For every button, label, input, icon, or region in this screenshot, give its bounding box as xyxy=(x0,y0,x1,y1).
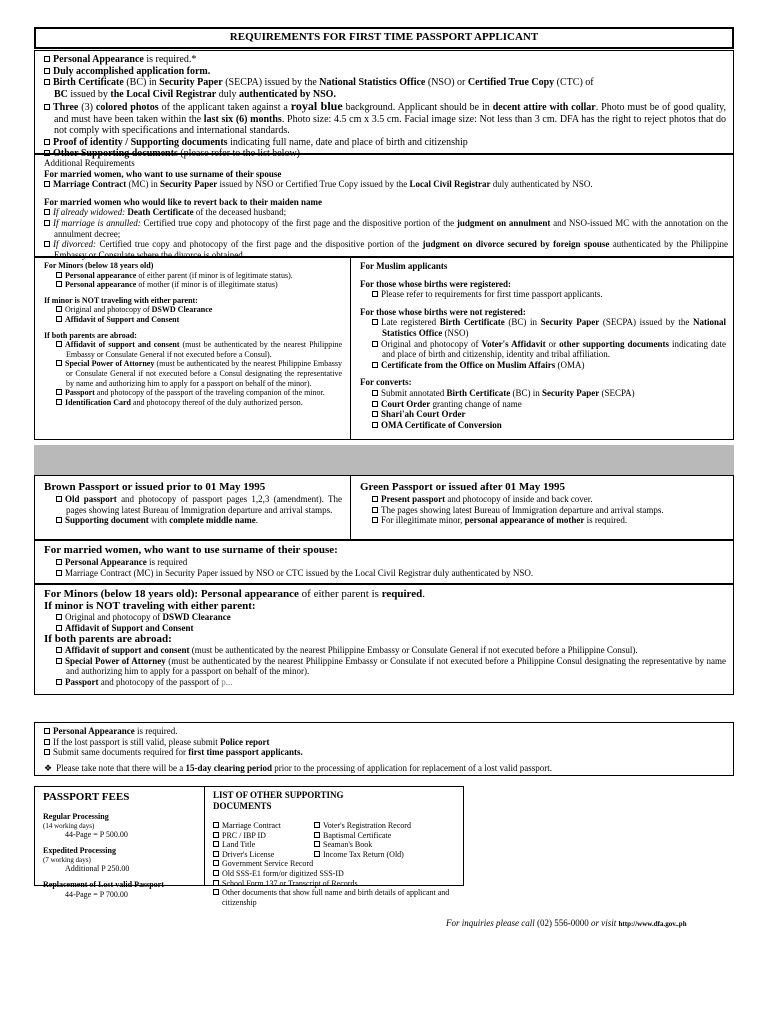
checkbox-icon xyxy=(44,56,50,62)
doc-item: PRC / IBP ID xyxy=(213,831,314,841)
muslim-list xyxy=(360,261,726,430)
list-item: Present passport and photocopy of inside and back cover. xyxy=(360,494,726,505)
checkbox-icon xyxy=(56,658,62,664)
doc-item: Land Title xyxy=(213,840,314,850)
checkbox-icon xyxy=(372,496,378,502)
checkbox-icon xyxy=(44,241,50,247)
checkbox-icon xyxy=(213,822,219,828)
fee-days: (7 working days) xyxy=(43,855,91,864)
doc-item: Voter's Registration Record xyxy=(314,821,411,831)
renewal-header-band xyxy=(34,445,734,475)
subheading: Green Passport or issued after 01 May 1995 xyxy=(360,481,566,493)
checkbox-icon xyxy=(213,851,219,857)
list-item: Affidavit of support and consent (must be authenticated by the nearest Philippine Embassy or Consulate General if not executed before a Philippine Consul). xyxy=(44,645,726,656)
column-divider xyxy=(204,786,205,886)
checkbox-icon xyxy=(44,220,50,226)
list-item: Passport and photocopy of the passport of the traveling companion of the minor. xyxy=(44,388,342,398)
checkbox-icon xyxy=(44,749,50,755)
list-item: Old passport and photocopy of passport pages 1,2,3 (amendment). The pages showing latest Bureau of Immigration departure and arrival stamps. xyxy=(44,494,342,515)
list-item: Personal appearance of either parent (if minor is of legitimate status). xyxy=(44,271,342,281)
list-item: Birth Certificate (BC) in Security Paper (SECPA) issued by the National Statistics Office (NSO) or Certified True Copy (CTC) of BC issued by the Local Civil Registrar duly authenticated by NSO. xyxy=(44,77,726,100)
checkbox-icon xyxy=(56,679,62,685)
list-item: Affidavit of Support and Consent xyxy=(44,623,726,634)
checkbox-icon xyxy=(372,291,378,297)
subheading: For converts: xyxy=(360,377,412,388)
list-item: Personal appearance of mother (if minor is of illegitimate status) xyxy=(44,280,342,290)
list-item: If already widowed: Death Certificate of the deceased husband; xyxy=(44,207,728,218)
subheading: For married women who would like to revert back to their maiden name xyxy=(44,196,322,207)
fee-label: Expedited Processing xyxy=(43,846,116,856)
list-item: Marriage Contract (MC) in Security Paper issued by NSO or CTC issued by the Local Civil Registrar duly authenticated by NSO. xyxy=(44,568,728,579)
fee-label: Replacement of Lost valid Passport xyxy=(43,880,164,890)
subheading: For Minors (below 18 years old) xyxy=(44,261,154,270)
list-item: Court Order granting change of name xyxy=(360,399,726,410)
checkbox-icon xyxy=(213,832,219,838)
checkbox-icon xyxy=(372,517,378,523)
checkbox-icon xyxy=(44,104,50,110)
list-item: Late registered Birth Certificate (BC) in Security Paper (SECPA) issued by the National Statistics Office (NSO) xyxy=(360,317,726,338)
checkbox-icon xyxy=(56,559,62,565)
checkbox-icon xyxy=(56,281,62,287)
checkbox-icon xyxy=(56,341,62,347)
footer-url[interactable]: http://www.dfa.gov..ph xyxy=(618,920,687,928)
fees-heading: PASSPORT FEES xyxy=(43,791,130,803)
checkbox-icon xyxy=(372,319,378,325)
subheading: Brown Passport or issued prior to 01 May 1995 xyxy=(44,481,266,493)
list-item: ❖ Please take note that there will be a 15-day clearing period prior to the processing of application for replacement of a lost valid passport. xyxy=(44,762,552,773)
fee-price: 44-Page = P 700.00 xyxy=(65,889,128,899)
list-item: Duly accomplished application form. xyxy=(44,66,726,78)
checkbox-icon xyxy=(372,341,378,347)
fee-label: Regular Processing xyxy=(43,812,109,821)
passport-fees xyxy=(43,790,201,900)
list-item: Passport and photocopy of the passport of p... xyxy=(44,677,726,688)
list-item: If marriage is annulled: Certified true copy and photocopy of the first page and the dispositive portion of the judgment on annulment and NSO-issued MC with the annotation on the annulment decree; xyxy=(44,218,728,239)
fee-price: 44-Page = P 500.00 xyxy=(65,829,128,839)
list-item: Affidavit of support and consent (must be authenticated by the nearest Philippine Embassy or Consulate General if not executed before a Consul). xyxy=(44,340,342,359)
checkbox-icon xyxy=(372,390,378,396)
list-item: If the lost passport is still valid, please submit Police report xyxy=(44,737,728,748)
list-item: Personal Appearance is required xyxy=(44,557,728,568)
list-item: Please refer to requirements for first time passport applicants. xyxy=(360,289,726,300)
checkbox-icon xyxy=(372,422,378,428)
checkbox-icon xyxy=(56,306,62,312)
checkbox-icon xyxy=(56,316,62,322)
minors-list xyxy=(44,261,342,407)
list-item: Marriage Contract (MC) in Security Paper issued by NSO or Certified True Copy issued by the Local Civil Registrar duly authenticated by NSO. xyxy=(44,179,728,190)
list-item: Original and photocopy of Voter's Affidavit or other supporting documents indicating date and place of birth and citizenship, identity and tribal affiliation. xyxy=(360,339,726,360)
doc-item: Other documents that show full name and birth details of applicant and citizenship xyxy=(213,888,459,907)
page-title: REQUIREMENTS FOR FIRST TIME PASSPORT APPLICANT xyxy=(229,31,539,43)
checkbox-icon xyxy=(372,401,378,407)
subheading: If minor is NOT traveling with either parent: xyxy=(44,295,198,305)
checkbox-icon xyxy=(314,832,320,838)
column-divider xyxy=(350,257,351,440)
fee-price: Additional P 250.00 xyxy=(65,863,130,873)
checkbox-icon xyxy=(372,507,378,513)
subheading: For those whose births were registered: xyxy=(360,278,512,289)
list-item: Original and photocopy of DSWD Clearance xyxy=(44,612,726,623)
list-item: Other Supporting documents (please refer to the list below) xyxy=(44,148,726,160)
doc-item: School Form 137 or Transcript of Records xyxy=(213,879,459,889)
checkbox-icon xyxy=(372,362,378,368)
list-item: Shari'ah Court Order xyxy=(360,409,726,420)
checkbox-icon xyxy=(213,889,219,895)
doc-item: Income Tax Return (Old) xyxy=(314,850,411,860)
list-item: Supporting document with complete middle name. xyxy=(44,515,342,526)
footer-inquiries: For inquiries please call (02) 556-0000 or visit http://www.dfa.gov..ph xyxy=(446,918,687,928)
subheading: For Minors (below 18 years old): Personal appearance of either parent is required. xyxy=(44,588,425,600)
checkbox-icon xyxy=(56,360,62,366)
checkbox-icon xyxy=(213,841,219,847)
subheading: If both parents are abroad: xyxy=(44,330,137,340)
checkbox-icon xyxy=(56,389,62,395)
list-item: Three (3) colored photos of the applicant taken against a royal blue background. Applicant should be in decent attire with collar. Photo must be of good quality, and must have been taken within the last six (6) months. Photo size: 4.5 cm x 3.5 cm. Facial image size: Not less than 3 cm. DFA has the right to reject photos that do not comply with specifications and international standards. xyxy=(44,101,726,137)
renewal-minors-list xyxy=(44,588,726,688)
checkbox-icon xyxy=(56,517,62,523)
checkbox-icon xyxy=(44,728,50,734)
renewal-married-list xyxy=(44,544,728,578)
checkbox-icon xyxy=(56,272,62,278)
green-passport-list xyxy=(360,481,726,526)
checkbox-icon xyxy=(56,570,62,576)
fee-days: (14 working days) xyxy=(43,821,95,830)
section-heading: Additional Requirements xyxy=(44,158,135,168)
list-item: Personal Appearance is required.* xyxy=(44,54,726,66)
doc-item: Marriage Contract xyxy=(213,821,314,831)
list-item: Identification Card and photocopy thereof of the duly authorized person. xyxy=(44,398,342,408)
checkbox-icon xyxy=(213,860,219,866)
checkbox-icon xyxy=(44,181,50,187)
list-item: Special Power of Attorney (must be authenticated by the nearest Philippine Embassy or Consulate General if not executed before a Consul designating the representative by name and authorizing him to apply for a passport on behalf of the minor). xyxy=(44,359,342,388)
list-item: Affidavit of Support and Consent xyxy=(44,315,342,325)
first-time-list xyxy=(44,54,726,160)
list-item: Original and photocopy of DSWD Clearance xyxy=(44,305,342,315)
list-item: If divorced: Certified true copy and photocopy of the first page and the dispositive portion of the judgment on divorce secured by foreign spouse authenticated by the Philippine Embassy or Consulate where the divorce is obtained. xyxy=(44,239,728,260)
checkbox-icon xyxy=(372,411,378,417)
checkbox-icon xyxy=(56,614,62,620)
checkbox-icon xyxy=(44,139,50,145)
subheading: If minor is NOT traveling with either parent: xyxy=(44,600,256,612)
subheading: For married women, who want to use surname of their spouse: xyxy=(44,544,338,556)
list-item: Certificate from the Office on Muslim Affairs (OMA) xyxy=(360,360,726,371)
diamond-bullet-icon: ❖ xyxy=(44,762,53,773)
checkbox-icon xyxy=(314,841,320,847)
list-item: For illegitimate minor, personal appearance of mother is required. xyxy=(360,515,726,526)
doc-item: Driver's License xyxy=(213,850,314,860)
checkbox-icon xyxy=(44,68,50,74)
checkbox-icon xyxy=(44,79,50,85)
list-item: OMA Certificate of Conversion xyxy=(360,420,726,431)
list-item: Special Power of Attorney (must be authenticated by the nearest Philippine Embassy or Consulate if not executed before a Philippine Consul designating the representative by name and authorizing him to apply for a passport on behalf of the minor). xyxy=(44,656,726,677)
checkbox-icon xyxy=(314,822,320,828)
subheading: For Muslim applicants xyxy=(360,261,448,271)
checkbox-icon xyxy=(44,209,50,215)
checkbox-icon xyxy=(56,625,62,631)
subheading: For those whose births were not registered: xyxy=(360,306,526,317)
doc-item: Old SSS-E1 form/or digitized SSS-ID xyxy=(213,869,459,879)
checkbox-icon xyxy=(314,851,320,857)
checkbox-icon xyxy=(213,880,219,886)
brown-passport-list xyxy=(44,481,342,526)
doc-item: Baptismal Certificate xyxy=(314,831,411,841)
doc-item: Seaman's Book xyxy=(314,840,411,850)
list-item: Submit annotated Birth Certificate (BC) in Security Paper (SECPA) xyxy=(360,388,726,399)
subheading: If both parents are abroad: xyxy=(44,633,172,646)
list-item: The pages showing latest Bureau of Immigration departure and arrival stamps. xyxy=(360,505,726,516)
list-item: Submit same documents required for first time passport applicants. xyxy=(44,747,728,758)
other-supporting-docs xyxy=(213,790,459,907)
docs-heading: LIST OF OTHER SUPPORTING DOCUMENTS xyxy=(213,790,344,811)
checkbox-icon xyxy=(56,647,62,653)
subheading: For married women, who want to use surname of their spouse xyxy=(44,168,282,179)
list-item: Proof of identity / Supporting documents indicating full name, date and place of birth and citizenship xyxy=(44,137,726,149)
additional-list xyxy=(44,158,728,260)
checkbox-icon xyxy=(56,496,62,502)
checkbox-icon xyxy=(213,870,219,876)
lost-passport-list xyxy=(44,726,728,773)
checkbox-icon xyxy=(44,739,50,745)
checkbox-icon xyxy=(56,399,62,405)
column-divider xyxy=(350,475,351,540)
doc-item: Government Service Record xyxy=(213,859,459,869)
list-item: Personal Appearance is required. xyxy=(44,726,728,737)
